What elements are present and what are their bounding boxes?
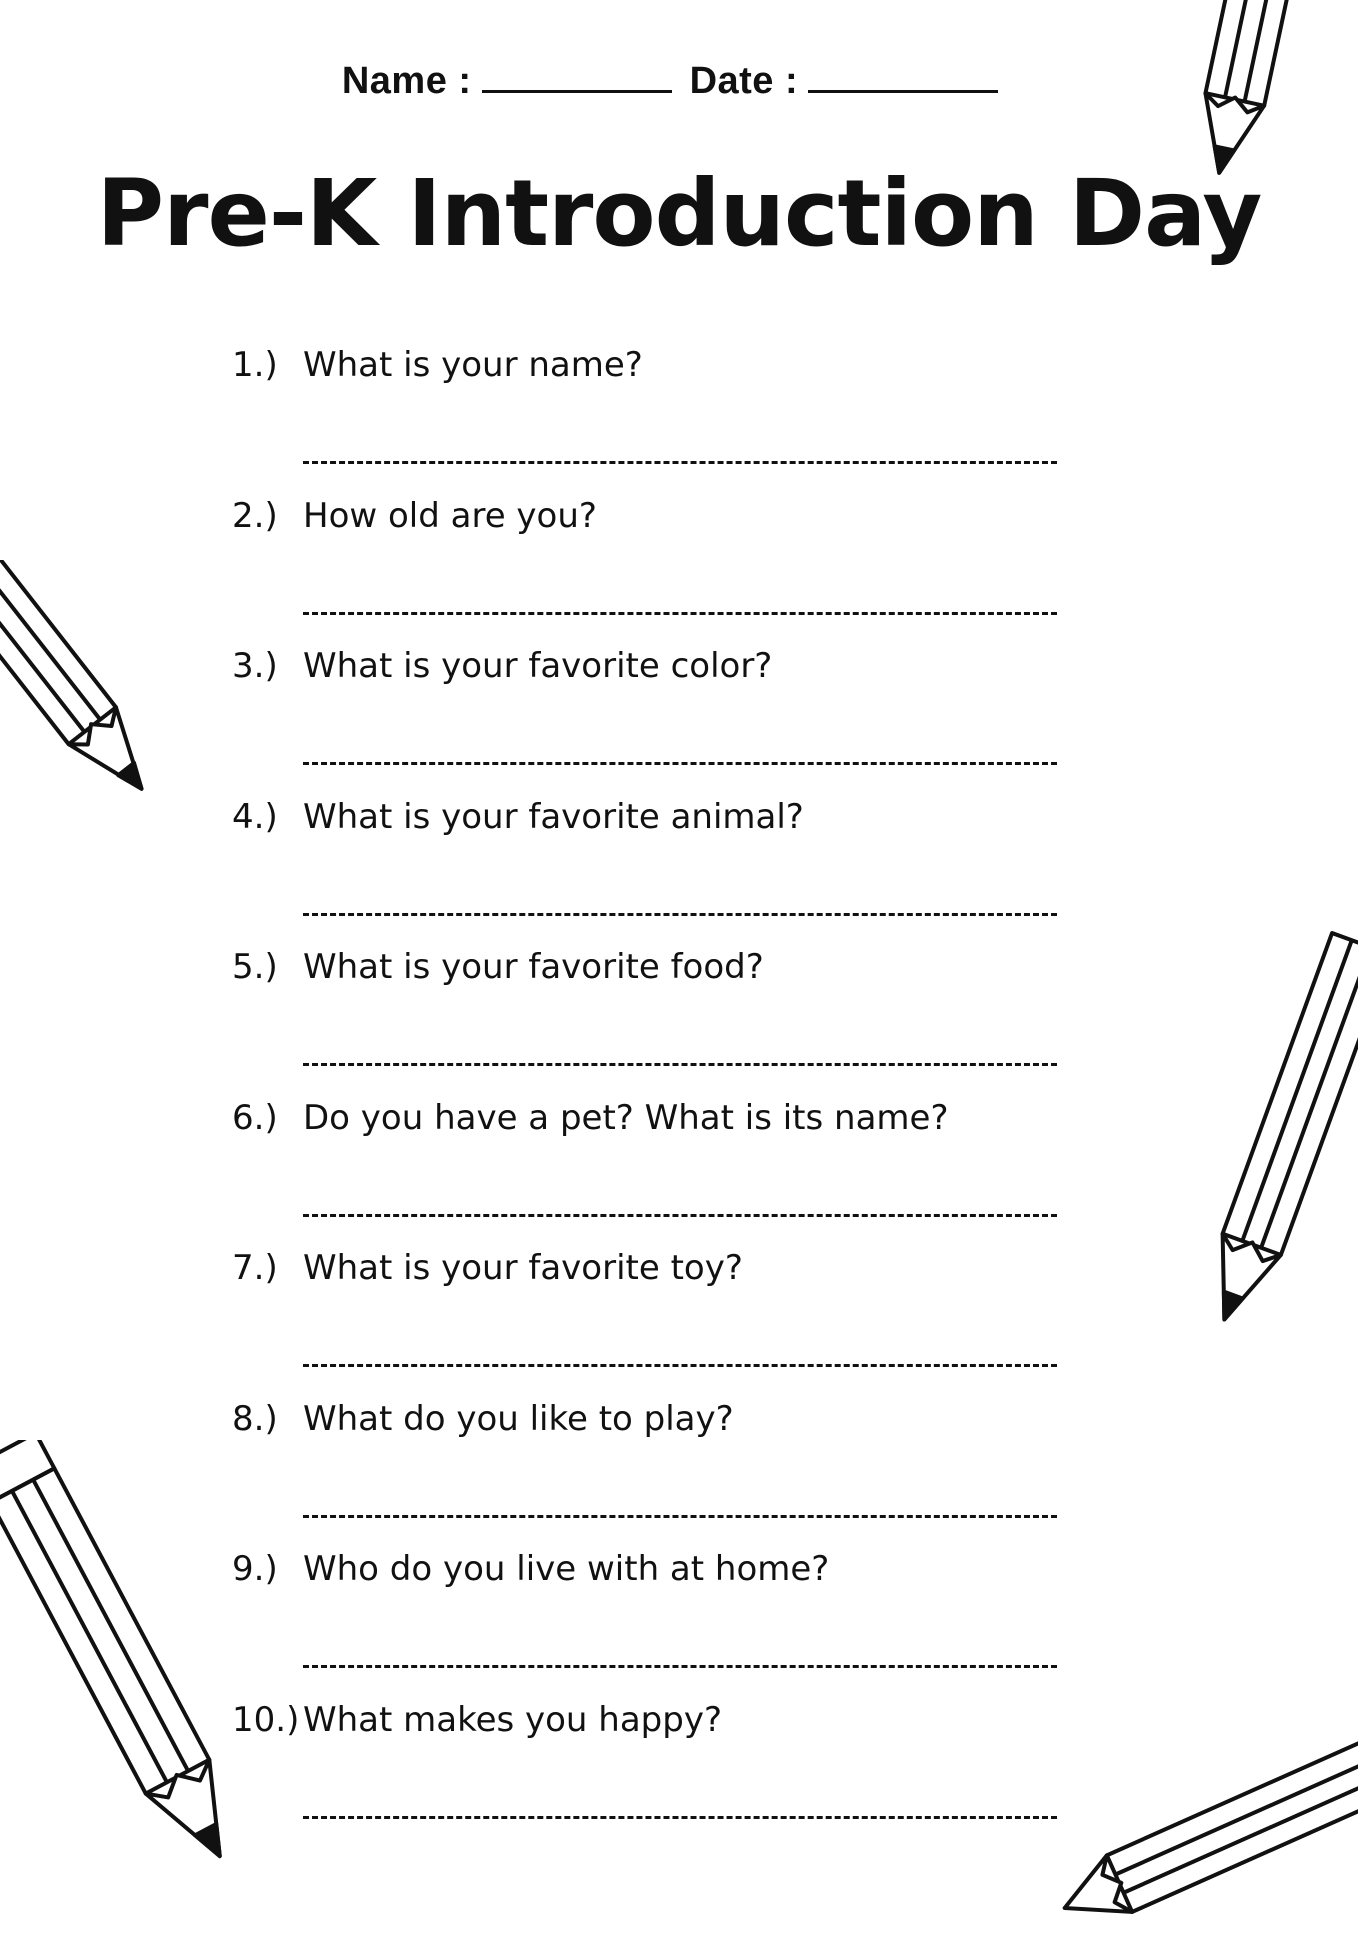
question-number: 5.) <box>232 947 278 987</box>
answer-line[interactable] <box>303 1214 1057 1217</box>
question-item <box>232 947 1132 1098</box>
question-item <box>232 1700 1132 1851</box>
answer-line[interactable] <box>303 1515 1057 1518</box>
answer-line[interactable] <box>303 913 1057 916</box>
question-text: What is your favorite color? <box>303 646 773 686</box>
question-number: 10.) <box>232 1699 300 1740</box>
question-number: 4.) <box>232 796 278 837</box>
pencil-icon <box>1200 930 1358 1370</box>
question-item <box>232 1399 1132 1550</box>
question-number: 2.) <box>232 495 278 536</box>
question-text: Who do you live with at home? <box>303 1549 830 1589</box>
question-text: What makes you happy? <box>303 1699 723 1740</box>
question-item <box>232 496 1132 647</box>
date-label: Date : <box>689 60 799 102</box>
question-item <box>232 797 1132 948</box>
question-item <box>232 1098 1132 1249</box>
question-item <box>232 1549 1132 1700</box>
question-number: 3.) <box>232 646 278 686</box>
question-text: What do you like to play? <box>303 1398 734 1439</box>
question-text: What is your favorite toy? <box>303 1248 743 1288</box>
answer-line[interactable] <box>303 461 1057 464</box>
page-title: Pre-K Introduction Day <box>96 160 1262 267</box>
question-text: How old are you? <box>303 495 597 536</box>
name-label: Name : <box>341 60 472 102</box>
question-number: 8.) <box>232 1398 278 1439</box>
question-item <box>232 345 1132 496</box>
date-blank[interactable] <box>808 62 998 93</box>
question-item <box>232 646 1132 797</box>
question-item <box>232 1248 1132 1399</box>
question-text: What is your name? <box>303 345 643 385</box>
question-number: 9.) <box>232 1549 278 1589</box>
header-fields <box>0 60 1358 103</box>
question-number: 6.) <box>232 1097 278 1138</box>
answer-line[interactable] <box>303 1816 1057 1819</box>
name-blank[interactable] <box>482 62 672 93</box>
pencil-icon <box>0 560 190 860</box>
answer-line[interactable] <box>303 1063 1057 1066</box>
question-text: Do you have a pet? What is its name? <box>303 1097 949 1138</box>
answer-line[interactable] <box>303 1364 1057 1367</box>
question-number: 1.) <box>232 345 278 385</box>
question-list <box>232 345 1132 1850</box>
question-text: What is your favorite animal? <box>303 796 804 837</box>
answer-line[interactable] <box>303 1665 1057 1668</box>
answer-line[interactable] <box>303 762 1057 765</box>
question-number: 7.) <box>232 1248 278 1288</box>
question-text: What is your favorite food? <box>303 947 764 987</box>
answer-line[interactable] <box>303 612 1057 615</box>
